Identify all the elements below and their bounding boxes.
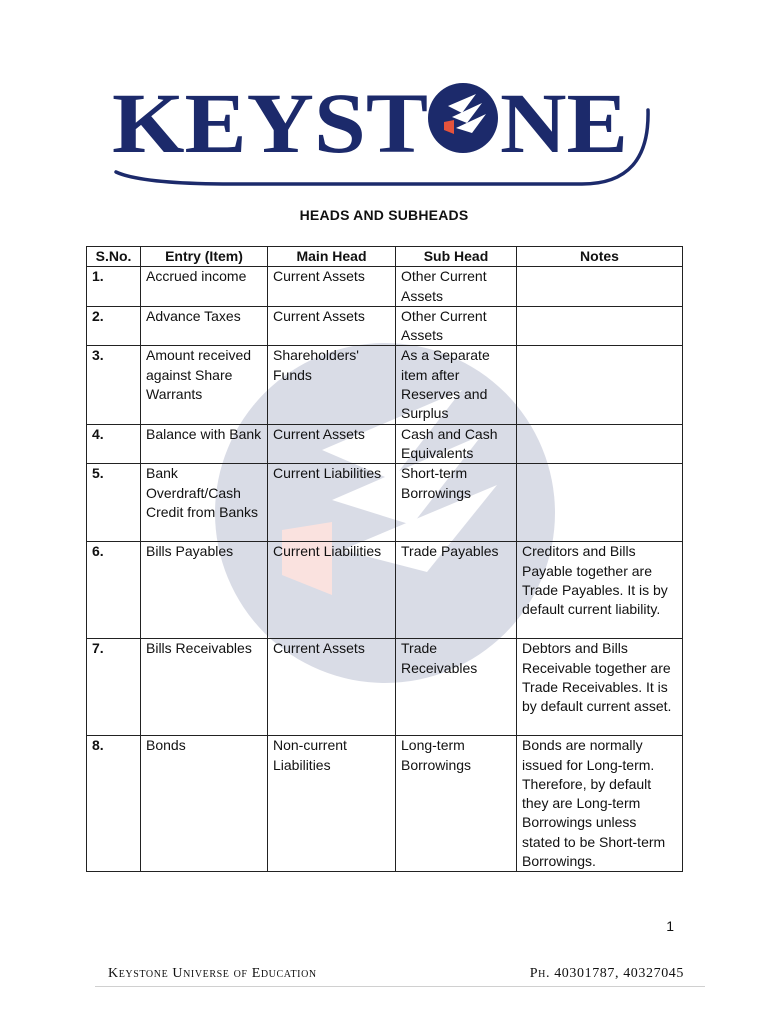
main-head-cell: Current Assets: [268, 639, 396, 736]
entry-cell: Bonds: [141, 736, 268, 872]
column-header-entry: Entry (Item): [141, 247, 268, 267]
column-header-main-head: Main Head: [268, 247, 396, 267]
footer-divider: [95, 986, 705, 987]
logo-emblem-icon: [428, 83, 498, 153]
table-header-row: [87, 247, 683, 267]
sub-head-cell: Long-term Borrowings: [396, 736, 517, 872]
table-row: [87, 736, 683, 872]
column-header-sno: S.No.: [87, 247, 141, 267]
sno-cell: 8.: [87, 736, 141, 872]
svg-text:KEYST: KEYST: [112, 80, 428, 171]
document-title: HEADS AND SUBHEADS: [299, 207, 469, 223]
table-row: [87, 639, 683, 736]
notes-cell: Creditors and Bills Payable together are Trade Payables. It is by default current liability.: [517, 542, 683, 639]
sno-cell: 7.: [87, 639, 141, 736]
notes-cell: [517, 267, 683, 307]
table-row: [87, 424, 683, 464]
entry-cell: Balance with Bank: [141, 424, 268, 464]
sub-head-cell: Cash and Cash Equivalents: [396, 424, 517, 464]
main-head-cell: Current Assets: [268, 306, 396, 346]
notes-cell: Bonds are normally issued for Long-term. Therefore, by default they are Long-term Borrowings unless stated to be Short-term Borrowings.: [517, 736, 683, 872]
sno-cell: 4.: [87, 424, 141, 464]
sno-cell: 2.: [87, 306, 141, 346]
sub-head-cell: Short-term Borrowings: [396, 464, 517, 542]
main-head-cell: Current Liabilities: [268, 542, 396, 639]
footer-phone: Ph. 40301787, 40327045: [529, 966, 684, 981]
table-row: [87, 267, 683, 307]
main-head-cell: Current Assets: [268, 267, 396, 307]
sub-head-cell: Trade Payables: [396, 542, 517, 639]
entry-cell: Accrued income: [141, 267, 268, 307]
heads-subheads-table: [86, 246, 683, 872]
main-head-cell: Shareholders' Funds: [268, 346, 396, 424]
sub-head-cell: Trade Receivables: [396, 639, 517, 736]
notes-cell: Debtors and Bills Receivable together are Trade Receivables. It is by default current asset.: [517, 639, 683, 736]
column-header-sub-head: Sub Head: [396, 247, 517, 267]
entry-cell: Bills Payables: [141, 542, 268, 639]
sno-cell: 3.: [87, 346, 141, 424]
entry-cell: Amount received against Share Warrants: [141, 346, 268, 424]
page-number: 1: [666, 918, 674, 934]
main-head-cell: Non-current Liabilities: [268, 736, 396, 872]
entry-cell: Bank Overdraft/Cash Credit from Banks: [141, 464, 268, 542]
notes-cell: [517, 306, 683, 346]
column-header-notes: Notes: [517, 247, 683, 267]
notes-cell: [517, 346, 683, 424]
sno-cell: 1.: [87, 267, 141, 307]
table-row: [87, 306, 683, 346]
entry-cell: Advance Taxes: [141, 306, 268, 346]
table-row: [87, 464, 683, 542]
entry-cell: Bills Receivables: [141, 639, 268, 736]
table-row: [87, 346, 683, 424]
keystone-logo: [112, 80, 660, 190]
sub-head-cell: Other Current Assets: [396, 267, 517, 307]
sno-cell: 6.: [87, 542, 141, 639]
main-head-cell: Current Liabilities: [268, 464, 396, 542]
notes-cell: [517, 424, 683, 464]
notes-cell: [517, 464, 683, 542]
table-row: [87, 542, 683, 639]
main-head-cell: Current Assets: [268, 424, 396, 464]
svg-text:NE: NE: [500, 80, 628, 171]
sno-cell: 5.: [87, 464, 141, 542]
footer-institution: Keystone Universe of Education: [108, 966, 317, 981]
sub-head-cell: As a Separate item after Reserves and Surplus: [396, 346, 517, 424]
page-footer: [108, 966, 684, 982]
sub-head-cell: Other Current Assets: [396, 306, 517, 346]
